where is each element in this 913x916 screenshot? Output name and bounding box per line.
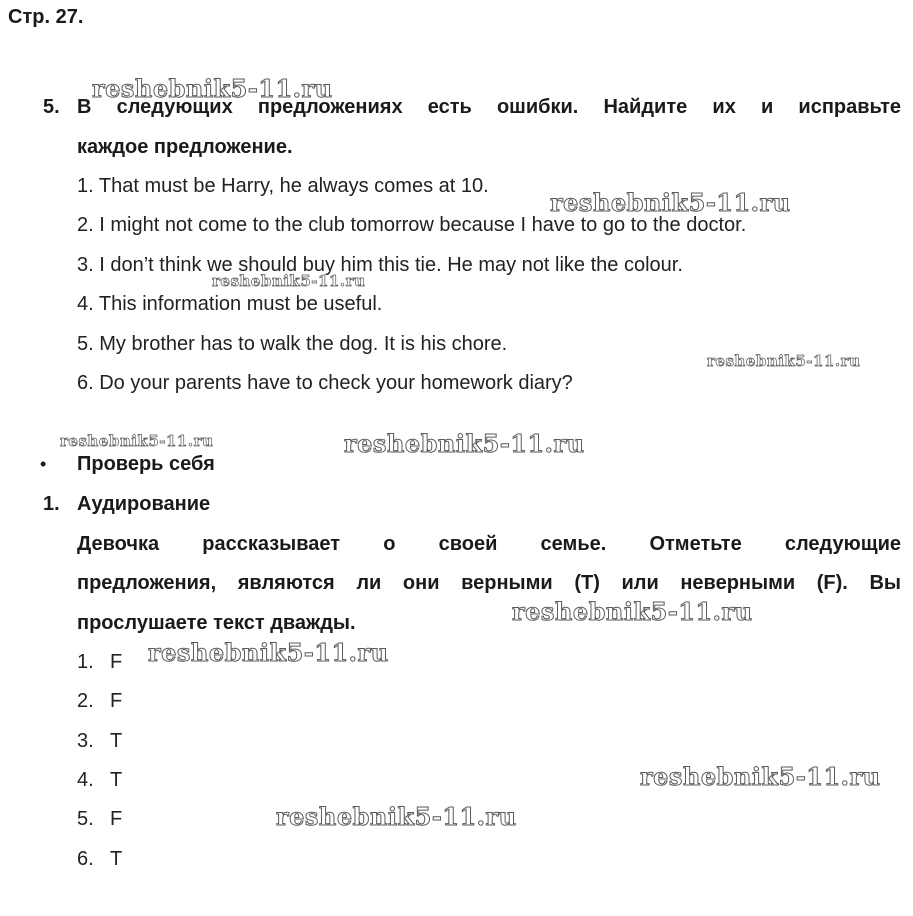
exercise-5-number: 5. (43, 96, 60, 118)
exercise-5-item-4: 4. This information must be useful. (77, 293, 383, 315)
answer-number: 5. (77, 808, 94, 830)
exercise-5-item-3: 3. I don’t think we should buy him this tie. He may not like the colour. (77, 254, 683, 276)
watermark: reshebnik5-11.ru (512, 597, 753, 626)
exercise-5-item-5: 5. My brother has to walk the dog. It is his chore. (77, 333, 508, 355)
section-bullet: • (40, 454, 47, 474)
page-label: Стр. 27. (8, 6, 84, 28)
listening-number: 1. (43, 493, 60, 515)
listening-instruction-line1: Девочка рассказывает о своей семье. Отметьте следующие (77, 533, 901, 555)
check-section-title: Проверь себя (77, 453, 215, 475)
exercise-5-item-1: 1. That must be Harry, he always comes at 10. (77, 175, 489, 197)
answer-value: F (110, 690, 123, 712)
watermark: reshebnik5-11.ru (707, 352, 861, 370)
exercise-5-heading-line1: В следующих предложениях есть ошибки. Найдите их и исправьте (77, 96, 901, 118)
listening-instruction-line2: предложения, являются ли они верными (T) или неверными (F). Вы (77, 572, 901, 594)
watermark: reshebnik5-11.ru (640, 762, 881, 791)
answer-number: 1. (77, 651, 94, 673)
answer-value: T (110, 848, 123, 870)
answer-number: 2. (77, 690, 94, 712)
answer-value: F (110, 808, 123, 830)
watermark: reshebnik5-11.ru (344, 429, 585, 458)
watermark: reshebnik5-11.ru (550, 188, 791, 217)
watermark: reshebnik5-11.ru (60, 432, 214, 450)
answer-number: 4. (77, 769, 94, 791)
answer-number: 6. (77, 848, 94, 870)
exercise-5-heading-line2: каждое предложение. (77, 136, 293, 158)
watermark: reshebnik5-11.ru (92, 74, 333, 103)
watermark: reshebnik5-11.ru (148, 638, 389, 667)
watermark: reshebnik5-11.ru (276, 802, 517, 831)
exercise-5-item-6: 6. Do your parents have to check your homework diary? (77, 372, 573, 394)
listening-title: Аудирование (77, 493, 211, 515)
answer-value: T (110, 769, 123, 791)
exercise-5-item-2: 2. I might not come to the club tomorrow because I have to go to the doctor. (77, 214, 747, 236)
answer-number: 3. (77, 730, 94, 752)
answer-value: F (110, 651, 123, 673)
watermark: reshebnik5-11.ru (212, 272, 366, 290)
answer-value: T (110, 730, 123, 752)
listening-instruction-line3: прослушаете текст дважды. (77, 612, 356, 634)
